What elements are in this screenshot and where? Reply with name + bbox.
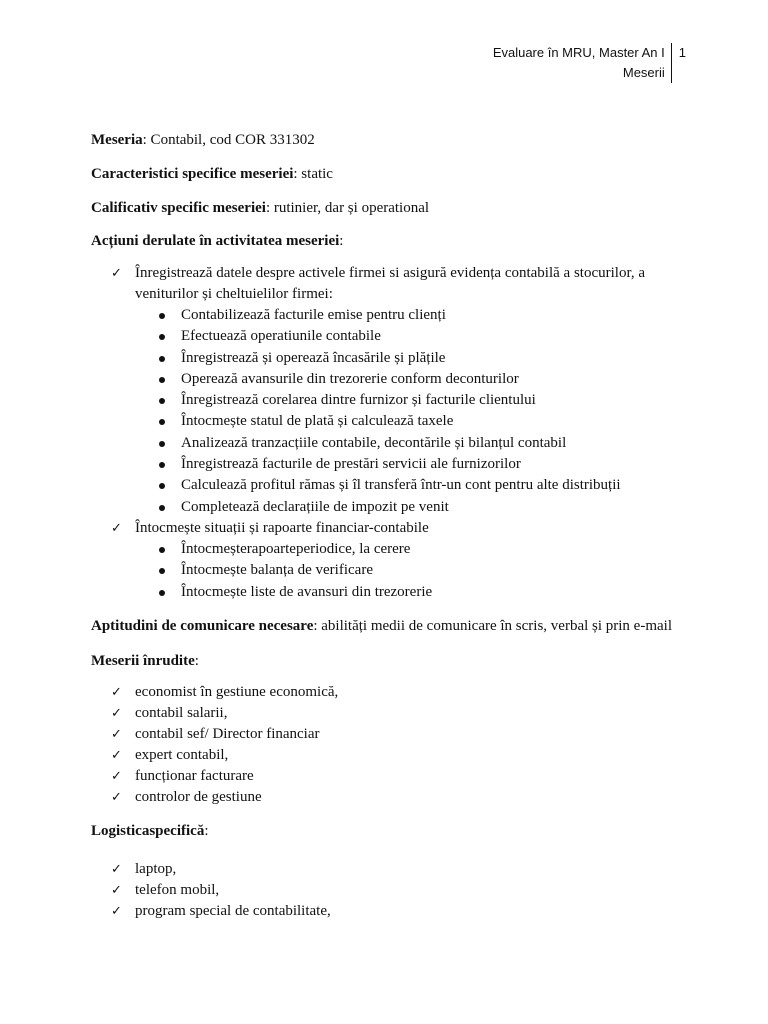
list-item-text: Înregistrează facturile de prestări servicii ale furnizorilor [181, 456, 521, 473]
aptitudini-label: Aptitudini de comunicare necesare [91, 617, 314, 634]
check-icon: ✓ [111, 861, 122, 877]
logistica-heading [91, 821, 701, 841]
bullet-icon [159, 483, 165, 489]
check-icon: ✓ [111, 684, 122, 700]
list-item-text: Întocmește balanța de verificare [181, 562, 373, 579]
actiuni-heading [91, 231, 701, 251]
list-item [111, 880, 701, 901]
list-item-text: expert contabil, [135, 746, 229, 763]
list-item-text: Întocmeșterapoarteperiodice, la cerere [181, 540, 411, 557]
check-icon: ✓ [111, 768, 122, 784]
list-item [111, 682, 701, 703]
caracteristici-label: Caracteristici specifice meseriei [91, 166, 294, 182]
list-item [159, 390, 701, 411]
list-item-text: contabil sef/ Director financiar [135, 725, 320, 742]
actiuni-group-text: Înregistrează datele despre activele firmei si asigură evidența contabilă a stocurilor, a veniturilor și cheltuielilor firmei: [135, 265, 645, 302]
aptitudini-value: : abilități medii de comunicare în scris, verbal și prin e-mail [313, 617, 672, 634]
list-item [159, 326, 701, 347]
list-item [159, 454, 701, 475]
bullet-icon [159, 419, 165, 425]
list-item [111, 901, 701, 922]
inrudite-list [91, 682, 701, 808]
list-item [159, 433, 701, 454]
actiuni-group [111, 518, 701, 603]
calificativ-value: : rutinier, dar și operational [265, 200, 430, 216]
actiuni-group-text: Întocmește situații și rapoarte financiar-contabile [135, 519, 429, 536]
list-item [111, 724, 701, 745]
list-item [159, 411, 701, 432]
list-item [159, 539, 701, 560]
meseria-field [91, 130, 701, 150]
list-item-text: economist în gestiune economică, [135, 683, 339, 700]
list-item-text: Analizează tranzacțiile contabile, decontările și bilanțul contabil [181, 434, 567, 451]
check-icon: ✓ [111, 903, 122, 919]
list-item-text: Întocmește liste de avansuri din trezorerie [181, 583, 433, 600]
list-item-text: controlor de gestiune [135, 788, 262, 805]
list-item [159, 560, 701, 581]
bullet-icon [159, 462, 165, 468]
check-icon: ✓ [111, 266, 122, 281]
list-item [159, 497, 701, 518]
actiuni-label: Acțiuni derulate în activitatea meseriei [91, 233, 340, 249]
check-icon: ✓ [111, 882, 122, 898]
meseria-label: Meseria [91, 132, 143, 148]
list-item-text: program special de contabilitate, [135, 902, 331, 919]
list-item [111, 766, 701, 787]
actiuni-group [111, 263, 701, 518]
list-item-text: Completează declarațiile de impozit pe venit [181, 498, 449, 515]
header-subtitle: Meserii [622, 65, 665, 80]
calificativ-field [91, 198, 701, 218]
aptitudini-field [91, 616, 701, 636]
list-item-text: Contabilizează facturile emise pentru clienți [181, 307, 446, 323]
list-item-text: contabil salarii, [135, 704, 228, 721]
bullet-icon [159, 313, 165, 319]
logistica-label: Logisticaspecifică [91, 822, 205, 839]
list-item [111, 703, 701, 724]
inrudite-label: Meserii înrudite [91, 652, 195, 669]
inrudite-heading [91, 651, 701, 671]
list-item-text: Operează avansurile din trezorerie conform deconturilor [181, 370, 519, 387]
list-item [159, 305, 701, 326]
list-item [111, 787, 701, 808]
check-icon: ✓ [111, 520, 122, 536]
check-icon: ✓ [111, 789, 122, 805]
list-item-text: Înregistrează și operează încasările și plățile [181, 349, 446, 366]
actiuni-sublist [135, 539, 701, 603]
actiuni-list [91, 263, 701, 603]
list-item [159, 582, 701, 603]
calificativ-label: Calificativ specific meseriei [91, 200, 266, 216]
bullet-icon [159, 590, 165, 596]
bullet-icon [159, 547, 165, 553]
list-item [159, 475, 701, 496]
check-icon: ✓ [111, 747, 122, 763]
actiuni-sublist [135, 305, 701, 518]
page-number: 1 [678, 45, 686, 60]
bullet-icon [159, 377, 165, 383]
logistica-list [91, 859, 701, 922]
list-item [159, 348, 701, 369]
caracteristici-value: : static [293, 166, 333, 182]
list-item [159, 369, 701, 390]
list-item [111, 745, 701, 766]
bullet-icon [159, 441, 165, 447]
list-item-text: telefon mobil, [135, 881, 220, 898]
bullet-icon [159, 356, 165, 362]
page-header [493, 43, 686, 83]
logistica-colon: : [204, 822, 209, 839]
meseria-value: : Contabil, cod COR 331302 [142, 132, 315, 148]
list-item-text: Întocmește statul de plată și calculează taxele [181, 413, 454, 430]
check-icon: ✓ [111, 705, 122, 721]
bullet-icon [159, 568, 165, 574]
list-item-text: Înregistrează corelarea dintre furnizor și facturile clientului [181, 392, 536, 409]
list-item [111, 859, 701, 880]
bullet-icon [159, 334, 165, 340]
inrudite-colon: : [194, 652, 199, 669]
bullet-icon [159, 505, 165, 511]
list-item-text: Calculează profitul rămas și îl transferă într-un cont pentru alte distribuții [181, 477, 621, 494]
list-item-text: laptop, [135, 860, 177, 877]
check-icon: ✓ [111, 726, 122, 742]
bullet-icon [159, 398, 165, 404]
list-item-text: funcționar facturare [135, 767, 254, 784]
header-text [493, 43, 671, 83]
caracteristici-field [91, 164, 701, 184]
actiuni-colon: : [339, 233, 344, 249]
header-title: Evaluare în MRU, Master An I [492, 45, 665, 60]
document-body [91, 130, 701, 922]
list-item-text: Efectuează operatiunile contabile [181, 328, 381, 345]
